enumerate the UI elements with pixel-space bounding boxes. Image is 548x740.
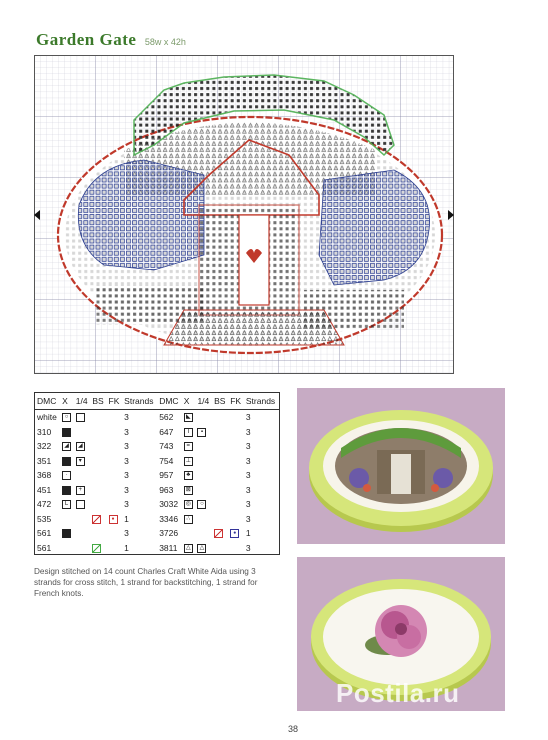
t-symbol-icon: T — [184, 428, 193, 437]
dmc-number: 743 — [159, 441, 174, 452]
dmc-number: 451 — [37, 484, 52, 495]
dmc-number: 3346 — [159, 513, 179, 524]
header-x: X — [60, 393, 74, 410]
strands-count: 3 — [124, 412, 129, 423]
header-strands: Strands — [122, 393, 157, 410]
key-row — [35, 454, 279, 469]
strands-count: 1 — [245, 528, 251, 539]
dmc-number: 561 — [37, 542, 52, 553]
header-x: X — [182, 393, 196, 410]
finished-box-photo-garden-gate — [297, 388, 505, 544]
color-key — [35, 393, 279, 555]
backstitch-icon — [92, 515, 101, 524]
strands-count: 3 — [245, 470, 251, 481]
dmc-number: 957 — [159, 470, 174, 481]
strands-count: 3 — [245, 513, 251, 524]
strands-count: 3 — [124, 441, 129, 452]
symbol-icon: ∴ — [184, 515, 193, 524]
strands-count: 3 — [245, 412, 251, 423]
garden-gate-box-image — [297, 388, 505, 544]
french-knot-icon — [109, 515, 118, 524]
arrow-symbol-icon — [62, 529, 71, 538]
circle-symbol-icon: ○ — [62, 413, 71, 422]
strands-count: 3 — [124, 528, 129, 539]
quarter-symbol-icon — [76, 413, 85, 422]
strands-count: 3 — [245, 484, 251, 495]
french-knot-icon — [230, 529, 239, 538]
title-block — [36, 30, 186, 50]
pattern-title: Garden Gate — [36, 30, 137, 49]
strands-count: 3 — [245, 426, 251, 437]
filled-square-icon — [62, 428, 71, 437]
header-dmc: DMC — [35, 393, 60, 410]
pattern-dimensions: 58w x 42h — [144, 37, 186, 47]
strands-count: 3 — [124, 455, 129, 466]
dmc-number: 310 — [37, 426, 52, 437]
dmc-number: 562 — [159, 412, 174, 423]
page-number: 38 — [288, 724, 299, 734]
symbol-icon: ◣ — [184, 413, 193, 422]
strands-count: 3 — [124, 499, 129, 510]
key-row — [35, 425, 279, 440]
header-bs: BS — [212, 393, 228, 410]
chart-grid — [34, 55, 454, 374]
strands-count: 3 — [245, 441, 251, 452]
quarter-symbol-icon: ◢ — [76, 442, 85, 451]
key-row — [35, 497, 279, 512]
header-bs: BS — [90, 393, 106, 410]
header-fk: FK — [228, 393, 244, 410]
strands-count: 3 — [124, 470, 129, 481]
dmc-number: 561 — [37, 528, 52, 539]
key-row — [35, 468, 279, 483]
strands-count: 3 — [245, 455, 251, 466]
key-row — [35, 526, 279, 541]
dmc-number: 322 — [37, 441, 52, 452]
l-symbol-icon: L — [62, 500, 71, 509]
stitch-chart — [34, 55, 454, 374]
dmc-number: 368 — [37, 470, 52, 481]
header-dmc: DMC — [157, 393, 182, 410]
strands-count: 3 — [245, 542, 251, 553]
dmc-number: 754 — [159, 455, 174, 466]
key-header-row — [35, 393, 279, 410]
strands-count: 3 — [245, 499, 251, 510]
dmc-number: 535 — [37, 513, 52, 524]
dmc-number: 3811 — [159, 542, 178, 553]
quarter-symbol-icon: △ — [197, 544, 206, 553]
dmc-number: 472 — [37, 499, 52, 510]
key-row — [35, 512, 279, 527]
dmc-number: 351 — [37, 455, 52, 466]
quarter-symbol-icon: ▪ — [197, 428, 206, 437]
symbol-icon: = — [184, 442, 193, 451]
quarter-symbol-icon: ○ — [197, 500, 206, 509]
dmc-number: 963 — [159, 484, 174, 495]
quarter-symbol-icon: + — [76, 486, 85, 495]
strands-count: 3 — [124, 426, 129, 437]
stitching-note: Design stitched on 14 count Charles Craft White Aida using 3 strands for cross stitch, 1 strand for backstitching, 1 strand for French knots. — [34, 567, 258, 598]
triangle-symbol-icon: △ — [184, 544, 193, 553]
dmc-number: 3726 — [159, 528, 179, 539]
key-row — [35, 439, 279, 454]
header-quarter: 1/4 — [74, 393, 91, 410]
strands-count: 1 — [124, 542, 129, 553]
plus-symbol-icon — [62, 486, 71, 495]
quarter-symbol-icon: ▾ — [76, 457, 85, 466]
color-key-table — [34, 392, 280, 555]
backstitch-icon — [92, 544, 101, 553]
header-strands: Strands — [244, 393, 279, 410]
dot-symbol-icon: · — [62, 471, 71, 480]
symbol-icon: ⊠ — [185, 486, 191, 493]
strands-count: 3 — [124, 484, 129, 495]
key-row — [35, 483, 279, 498]
header-fk: FK — [107, 393, 123, 410]
symbol-icon: ♣ — [184, 471, 193, 480]
dmc-number: 647 — [159, 426, 174, 437]
circle-dot-symbol-icon: ◎ — [185, 501, 191, 508]
quarter-symbol-icon — [76, 500, 85, 509]
dmc-number: 3032 — [159, 499, 179, 510]
symbol-icon: ⊥ — [185, 457, 191, 464]
watermark: Postila.ru — [336, 678, 460, 708]
strands-count: 1 — [124, 513, 129, 524]
header-quarter: 1/4 — [195, 393, 212, 410]
key-row — [35, 541, 279, 556]
dmc-number: white — [37, 412, 57, 423]
heart-symbol-icon — [62, 457, 71, 466]
half-fill-icon: ◢ — [62, 442, 71, 451]
key-row — [35, 410, 279, 425]
backstitch-icon — [214, 529, 223, 538]
